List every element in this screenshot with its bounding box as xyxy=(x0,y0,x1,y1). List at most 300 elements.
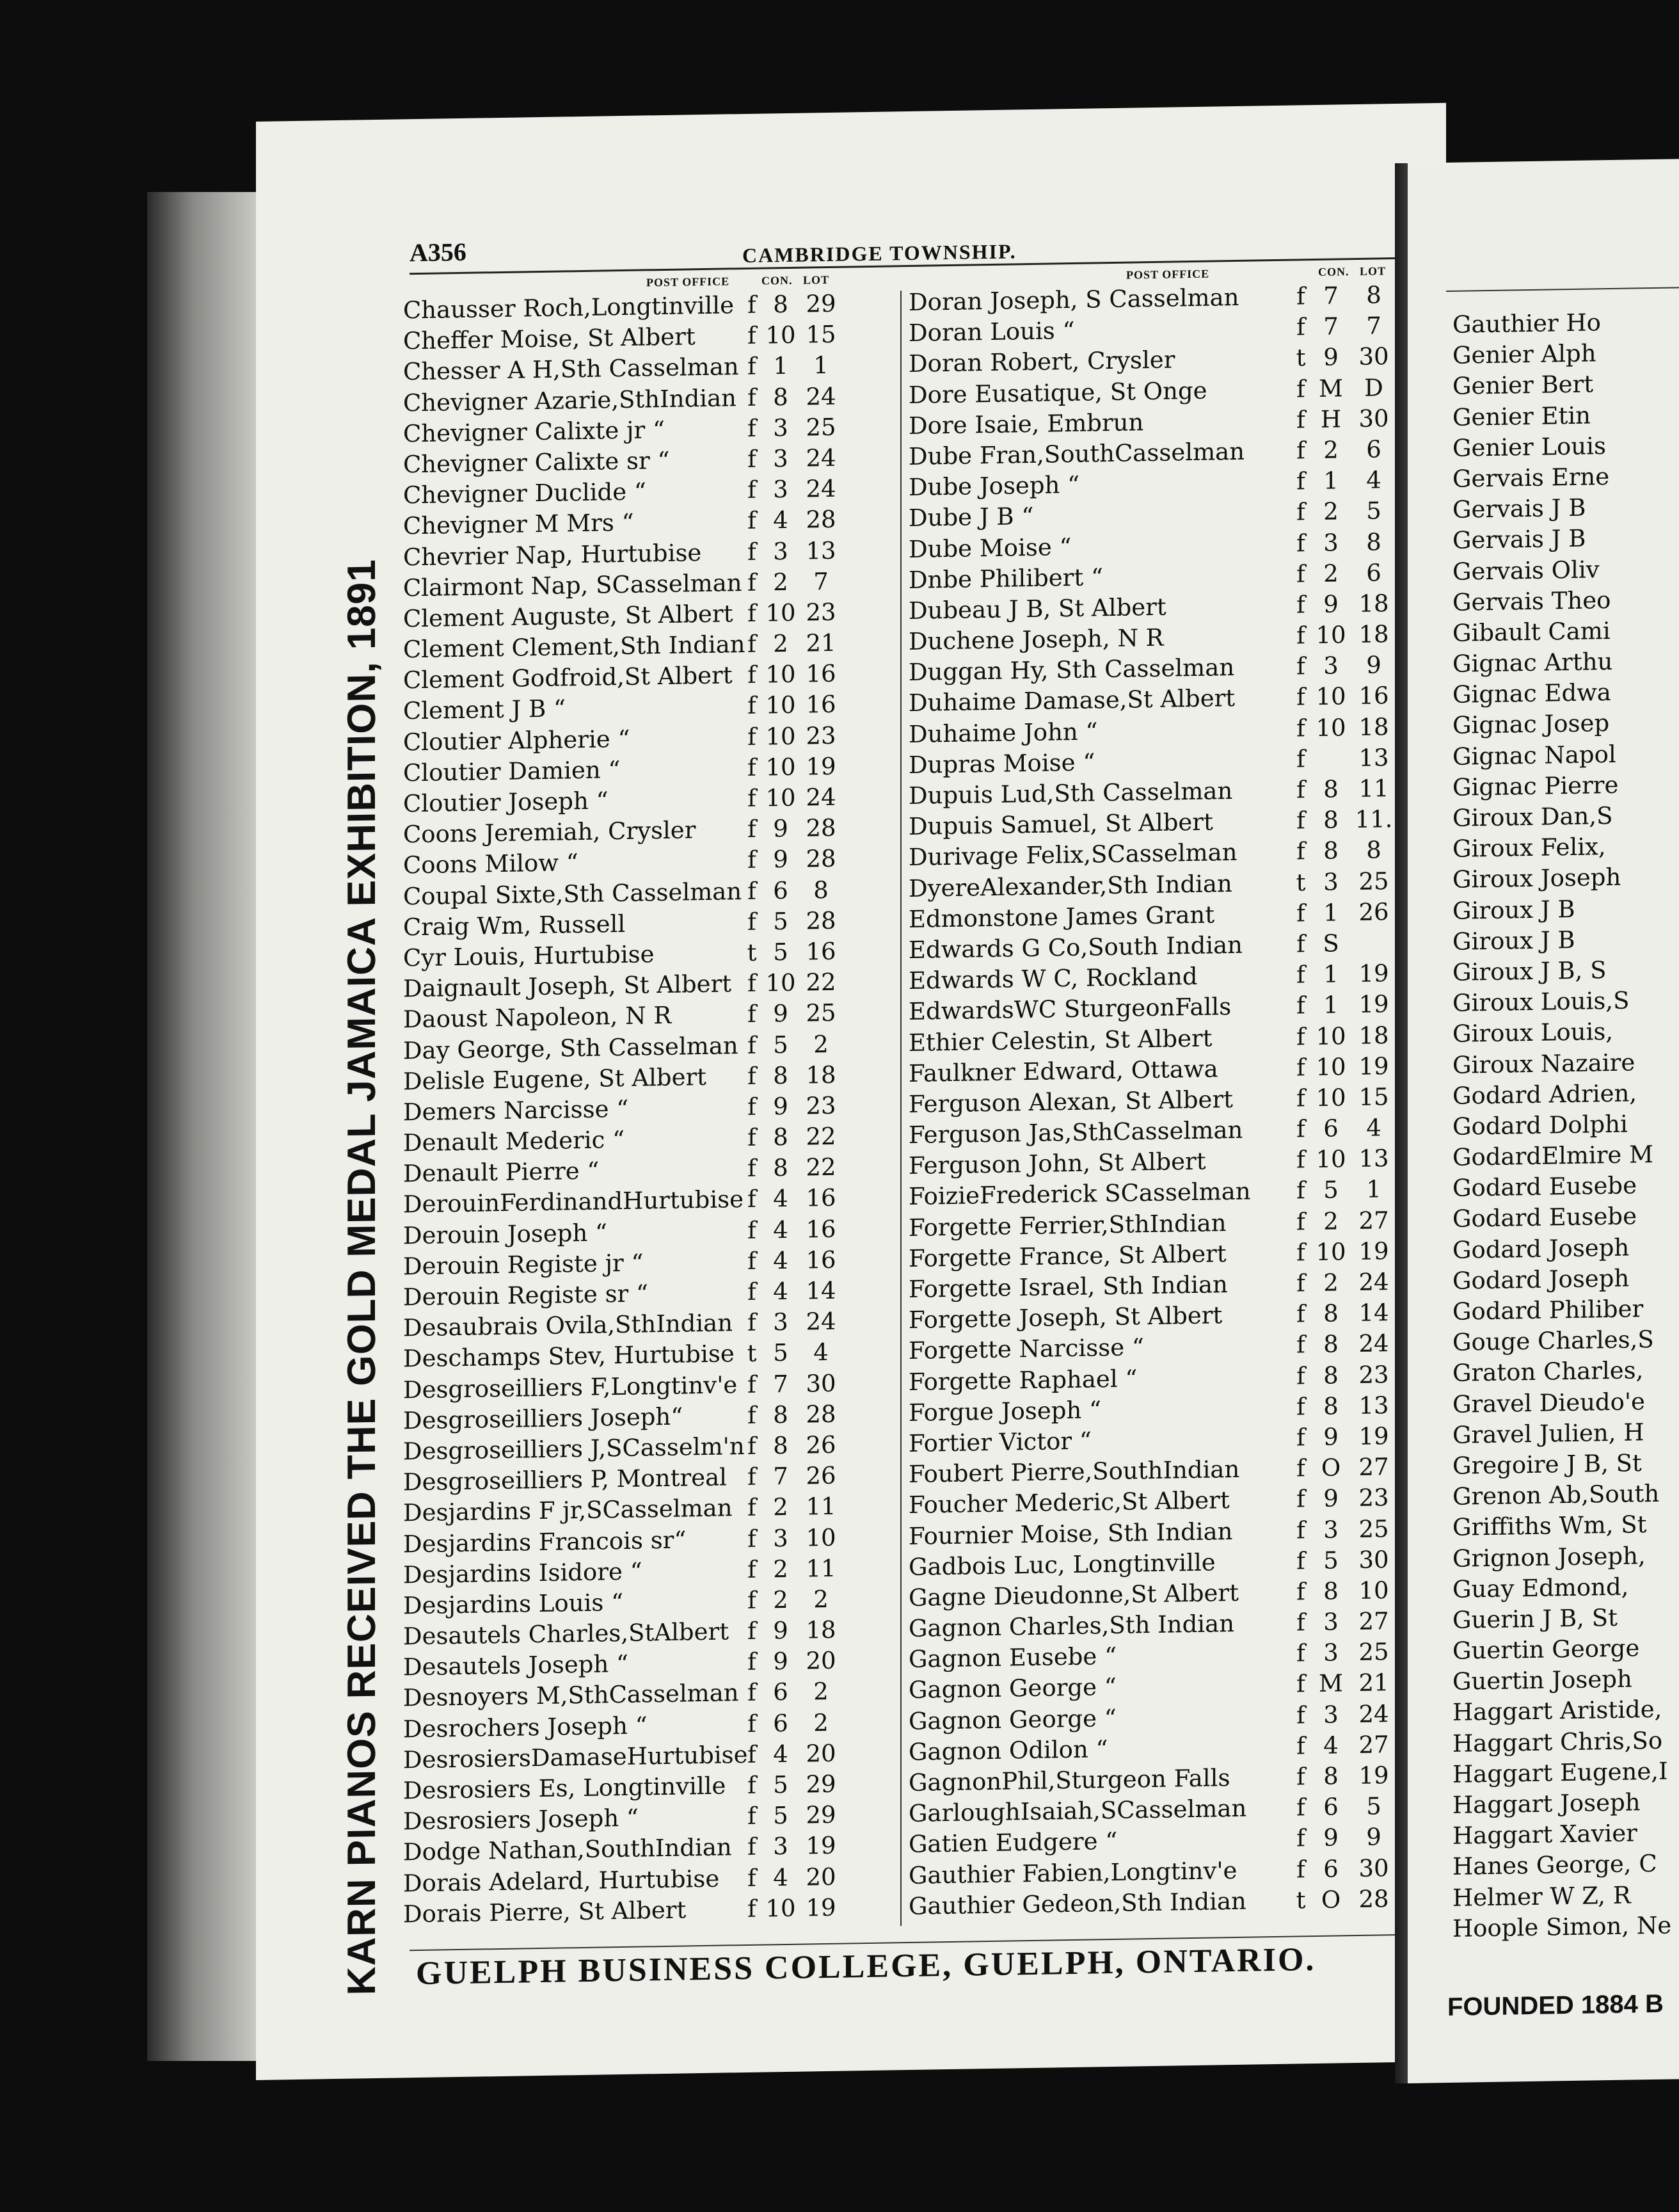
entry-name: Forgette Raphael “ xyxy=(909,1364,1138,1396)
entry-lot: 20 xyxy=(806,1647,836,1675)
entry-lot: 27 xyxy=(1358,1206,1389,1235)
entry-name: Doran Joseph, S Casselman xyxy=(909,283,1239,316)
entry-name: Ferguson Alexan, St Albert xyxy=(909,1085,1233,1118)
entry-type: f xyxy=(747,1432,756,1460)
entry-lot: 1 xyxy=(813,351,829,380)
entry-name: Derouin Registe jr “ xyxy=(403,1249,644,1281)
entry-name: GarloughIsaiah,SCasselman xyxy=(909,1794,1247,1828)
entry-type: f xyxy=(747,414,756,442)
entry-lot: 2 xyxy=(813,1678,829,1706)
next-page-entry: Haggart Aristide, xyxy=(1452,1695,1662,1727)
entry-con: 8 xyxy=(1323,1577,1339,1605)
entry-name: Desjardins Francois sr“ xyxy=(403,1525,687,1558)
entry-type: f xyxy=(1296,1423,1305,1452)
next-page-entry: Gervais J B xyxy=(1452,524,1586,555)
entry-type: f xyxy=(747,599,756,627)
entry-con: 2 xyxy=(773,1555,788,1583)
next-page-entry-list xyxy=(1452,306,1679,1944)
entry-con: 10 xyxy=(1316,1084,1346,1112)
entry-con: M xyxy=(1319,1669,1343,1698)
next-page-entry: Hoople Simon, Ne xyxy=(1452,1911,1672,1943)
entry-lot: 28 xyxy=(1358,1884,1389,1913)
entry-lot: 24 xyxy=(806,382,836,411)
entry-con: 9 xyxy=(773,1000,788,1028)
entry-lot: 16 xyxy=(806,691,836,719)
entry-type: f xyxy=(1296,1578,1305,1606)
entry-type: f xyxy=(1296,1485,1305,1513)
next-page-entry: Gignac Arthu xyxy=(1452,648,1613,678)
next-page-entry: Giroux Nazaire xyxy=(1452,1048,1635,1079)
entry-con: 1 xyxy=(1323,960,1339,988)
entry-type: f xyxy=(747,1802,756,1831)
next-page-entry: Gervais Theo xyxy=(1452,586,1611,616)
entry-name: DyereAlexander,Sth Indian xyxy=(909,869,1232,902)
entry-con: 9 xyxy=(773,1616,788,1645)
entry-type: f xyxy=(1296,282,1305,310)
entry-name: Desgroseilliers J,SCasselm'n xyxy=(403,1432,745,1466)
entry-name: Foucher Mederic,St Albert xyxy=(909,1486,1230,1519)
entry-lot: 16 xyxy=(806,1246,836,1274)
entry-lot: 4 xyxy=(1366,1114,1381,1142)
entry-name: Dore Isaie, Embrun xyxy=(909,408,1144,440)
entry-lot: 8 xyxy=(1366,281,1381,309)
entry-con: 3 xyxy=(1323,1608,1339,1636)
entry-lot: 8 xyxy=(813,876,829,904)
entry-type: f xyxy=(1296,899,1305,927)
entry-con: 4 xyxy=(1323,1731,1339,1759)
entry-type: f xyxy=(747,969,756,998)
next-page-entry: Giroux Joseph xyxy=(1452,863,1621,894)
entry-name: Dnbe Philibert “ xyxy=(909,563,1103,594)
entry-lot: 26 xyxy=(806,1461,836,1490)
entry-type: f xyxy=(1296,1608,1305,1637)
entry-name: Clement Clement,Sth Indian xyxy=(403,630,745,664)
entry-type: f xyxy=(1296,1824,1305,1852)
entry-lot: 26 xyxy=(806,1431,836,1459)
entry-con: 10 xyxy=(765,660,796,689)
entry-con: 8 xyxy=(1323,837,1339,865)
entry-type: f xyxy=(1296,313,1305,341)
entry-lot: 9 xyxy=(1366,651,1381,679)
right-entry-list xyxy=(909,280,1401,1922)
entry-type: f xyxy=(747,1278,756,1306)
post-office-header: POST OFFICE xyxy=(1126,267,1210,282)
entry-type: f xyxy=(747,568,756,597)
entry-lot: 19 xyxy=(1358,990,1389,1019)
entry-lot: 28 xyxy=(806,813,836,842)
side-advertisement: KARN PIANOS RECEIVED THE GOLD MEDAL JAMAICA EXHIBITION, 1891 xyxy=(340,558,384,1996)
next-page-entry: Giroux J B xyxy=(1452,926,1575,956)
entry-type: f xyxy=(1296,1701,1305,1729)
next-page-footer: FOUNDED 1884 B xyxy=(1447,1989,1664,2022)
entry-name: Ferguson John, St Albert xyxy=(909,1147,1206,1180)
entry-lot: 21 xyxy=(1358,1669,1389,1697)
entry-type: f xyxy=(747,1525,756,1553)
entry-type: f xyxy=(747,1062,756,1090)
entry-lot: 10 xyxy=(806,1523,836,1551)
entry-type: f xyxy=(747,723,756,751)
entry-name: Dupuis Lud,Sth Casselman xyxy=(909,777,1233,810)
entry-type: f xyxy=(1296,1300,1305,1328)
entry-con: 8 xyxy=(773,1154,788,1182)
next-page-fragment xyxy=(1408,159,1679,2083)
entry-lot: 19 xyxy=(806,1832,836,1860)
entry-con: 9 xyxy=(773,1647,788,1676)
entry-lot: 10 xyxy=(1358,1576,1389,1605)
entry-lot: 7 xyxy=(1366,312,1381,340)
entry-lot: 25 xyxy=(1358,1514,1389,1543)
entry-lot: 18 xyxy=(806,1061,836,1089)
next-page-entry: Gregoire J B, St xyxy=(1452,1449,1642,1480)
entry-type: f xyxy=(1296,776,1305,804)
next-page-entry: Gibault Cami xyxy=(1452,616,1611,647)
entry-name: Clement J B “ xyxy=(403,694,566,725)
next-page-entry: Genier Louis xyxy=(1452,431,1606,462)
next-page-entry: Gervais Oliv xyxy=(1452,555,1600,586)
entry-type: f xyxy=(1296,591,1305,619)
next-page-entry: Giroux Louis,S xyxy=(1452,986,1630,1018)
entry-lot: 24 xyxy=(1358,1699,1389,1728)
entry-lot: 15 xyxy=(1358,1083,1389,1111)
entry-name: Chevigner Calixte jr “ xyxy=(403,415,665,448)
entry-lot: 22 xyxy=(806,1153,836,1182)
entry-lot: 27 xyxy=(1358,1607,1389,1635)
entry-name: Dodge Nathan,SouthIndian xyxy=(403,1833,732,1866)
entry-type: f xyxy=(1296,529,1305,557)
entry-lot: 23 xyxy=(1358,1360,1389,1389)
entry-con: 10 xyxy=(1316,682,1346,711)
entry-type: f xyxy=(747,1710,756,1738)
next-page-entry: Hanes George, C xyxy=(1452,1850,1657,1881)
entry-type: t xyxy=(1296,1886,1306,1914)
entry-type: f xyxy=(747,1555,756,1583)
entry-type: f xyxy=(747,291,756,319)
entry-type: f xyxy=(1296,806,1305,835)
entry-lot: 26 xyxy=(1358,897,1389,926)
page-number: A356 xyxy=(410,237,466,268)
entry-type: f xyxy=(747,445,756,473)
entry-lot: 19 xyxy=(1358,1237,1389,1265)
entry-type: f xyxy=(747,877,756,905)
entry-con: 5 xyxy=(1323,1176,1339,1205)
entry-con: 4 xyxy=(773,1863,788,1891)
entry-con: S xyxy=(1323,929,1339,958)
entry-con: 10 xyxy=(1316,621,1346,650)
entry-con: 2 xyxy=(773,1493,788,1521)
entry-con: 9 xyxy=(773,846,788,874)
entry-type: f xyxy=(1296,1331,1305,1359)
entry-con: 3 xyxy=(773,1524,788,1552)
entry-lot: 29 xyxy=(806,1770,836,1799)
entry-name: Edwards W C, Rockland xyxy=(909,963,1198,995)
entry-con: 8 xyxy=(1323,806,1339,834)
entry-name: Derouin Joseph “ xyxy=(403,1219,607,1250)
entry-name: Duhaime Damase,St Albert xyxy=(909,684,1236,717)
entry-con: 6 xyxy=(773,1678,788,1706)
entry-name: Desaubrais Ovila,SthIndian xyxy=(403,1309,733,1342)
entry-lot: 18 xyxy=(1358,620,1389,648)
entry-name: Dubeau J B, St Albert xyxy=(909,593,1166,625)
entry-type: f xyxy=(1296,1546,1305,1575)
entry-name: Denault Mederic “ xyxy=(403,1126,625,1157)
entry-lot: 25 xyxy=(806,413,836,442)
entry-con: 8 xyxy=(773,383,788,411)
entry-name: Duggan Hy, Sth Casselman xyxy=(909,653,1235,687)
entry-name: Gatien Eudgere “ xyxy=(909,1827,1118,1859)
entry-lot: 13 xyxy=(1358,1391,1389,1420)
entry-name: Dube Fran,SouthCasselman xyxy=(909,437,1245,470)
next-page-entry: Grignon Joseph, xyxy=(1452,1541,1646,1573)
next-page-entry: Giroux J B, S xyxy=(1452,956,1607,986)
entry-lot: 25 xyxy=(1358,1638,1389,1667)
entry-con: 7 xyxy=(773,1463,788,1491)
next-page-entry: Gervais J B xyxy=(1452,493,1586,524)
entry-type: t xyxy=(1296,344,1306,372)
entry-type: f xyxy=(747,383,756,412)
page-footer: GUELPH BUSINESS COLLEGE, GUELPH, ONTARIO. xyxy=(416,1941,1316,1992)
entry-type: f xyxy=(1296,1238,1305,1267)
next-page-entry: Graton Charles, xyxy=(1452,1356,1644,1388)
entry-con: 5 xyxy=(773,1339,788,1367)
entry-type: f xyxy=(747,753,756,781)
con-header: CON. xyxy=(761,273,793,287)
entry-lot: 16 xyxy=(806,937,836,966)
entry-lot: D xyxy=(1364,373,1383,402)
entry-name: Clairmont Nap, SCasselman xyxy=(403,568,742,602)
entry-con: 6 xyxy=(773,876,788,904)
entry-con: 8 xyxy=(1323,1361,1339,1390)
entry-name: Desgroseilliers P, Montreal xyxy=(403,1463,728,1496)
entry-name: Edwards G Co,South Indian xyxy=(909,931,1243,964)
entry-name: Demers Narcisse “ xyxy=(403,1094,629,1126)
entry-type: f xyxy=(1296,405,1305,434)
entry-lot: 11 xyxy=(1358,774,1389,803)
entry-type: t xyxy=(747,938,757,966)
entry-lot: 19 xyxy=(1358,1761,1389,1790)
next-page-entry: Gignac Pierre xyxy=(1452,771,1619,801)
entry-name: Gadbois Luc, Longtinville xyxy=(909,1548,1216,1581)
entry-name: Edmonstone James Grant xyxy=(909,901,1215,933)
entry-con: 3 xyxy=(773,537,788,565)
entry-lot: 16 xyxy=(1358,682,1389,710)
entry-con: 5 xyxy=(773,1802,788,1830)
entry-type: f xyxy=(1296,1115,1305,1143)
entry-name: Desrosiers Es, Longtinville xyxy=(403,1772,726,1805)
entry-name: Forgette Ferrier,SthIndian xyxy=(909,1208,1227,1242)
entry-type: f xyxy=(1296,1207,1305,1236)
entry-lot: 11 xyxy=(806,1554,836,1583)
entry-name: Chevrier Nap, Hurtubise xyxy=(403,538,702,571)
entry-name: Cyr Louis, Hurtubise xyxy=(403,940,655,972)
entry-type: f xyxy=(747,1000,756,1029)
post-office-header: POST OFFICE xyxy=(646,275,730,289)
entry-con: 1 xyxy=(773,352,788,380)
entry-con: 6 xyxy=(1323,1114,1339,1142)
entry-lot: 30 xyxy=(1358,1545,1389,1574)
entry-con: 8 xyxy=(773,1123,788,1151)
entry-name: GagnonPhil,Sturgeon Falls xyxy=(909,1764,1230,1797)
next-page-entry: Haggart Joseph xyxy=(1452,1788,1641,1819)
entry-type: f xyxy=(1296,1176,1305,1205)
entry-type: f xyxy=(747,507,756,535)
entry-type: f xyxy=(1296,437,1305,465)
entry-name: DesrosiersDamaseHurtubise xyxy=(403,1740,748,1774)
entry-con: 1 xyxy=(1323,991,1339,1020)
next-page-entry: Godard Dolphi xyxy=(1452,1110,1628,1141)
entry-lot: 24 xyxy=(806,1307,836,1336)
entry-name: Cloutier Joseph “ xyxy=(403,787,609,818)
entry-lot: 13 xyxy=(1358,743,1389,772)
entry-type: f xyxy=(747,321,756,350)
entry-con: 7 xyxy=(773,1370,788,1398)
next-page-entry: Gravel Julien, H xyxy=(1452,1418,1644,1449)
entry-lot: 14 xyxy=(1358,1299,1389,1327)
entry-name: Chevigner Duclide “ xyxy=(403,477,646,509)
entry-con: 8 xyxy=(773,1431,788,1460)
entry-type: f xyxy=(1296,1855,1305,1884)
entry-lot: 23 xyxy=(806,598,836,627)
entry-con: 10 xyxy=(765,968,796,997)
next-page-entry: Giroux Dan,S xyxy=(1452,801,1613,832)
entry-type: f xyxy=(1296,745,1305,773)
left-entry-list xyxy=(403,287,896,1930)
entry-name: Dore Eusatique, St Onge xyxy=(909,376,1207,409)
directory-page xyxy=(256,103,1446,2080)
entry-con: 10 xyxy=(765,691,796,719)
entry-name: Gauthier Gedeon,Sth Indian xyxy=(909,1887,1246,1920)
entry-type: f xyxy=(747,1647,756,1676)
entry-con: O xyxy=(1321,1886,1341,1914)
entry-name: Doran Robert, Crysler xyxy=(909,346,1175,378)
entry-name: Dube Joseph “ xyxy=(909,470,1080,502)
entry-type: f xyxy=(1296,498,1305,526)
entry-type: f xyxy=(747,784,756,812)
entry-lot: 24 xyxy=(806,444,836,472)
entry-name: Forgette France, St Albert xyxy=(909,1239,1227,1272)
entry-type: f xyxy=(1296,837,1305,865)
entry-lot: 16 xyxy=(806,660,836,688)
entry-lot: 19 xyxy=(1358,959,1389,988)
entry-con: 2 xyxy=(1323,559,1339,588)
next-page-entry: Godard Joseph xyxy=(1452,1233,1630,1264)
next-page-entry: Haggart Xavier xyxy=(1452,1819,1637,1850)
entry-con: 5 xyxy=(1323,1546,1339,1575)
entry-lot: 9 xyxy=(1366,1823,1381,1852)
entry-con xyxy=(1312,743,1350,744)
next-page-entry: Genier Alph xyxy=(1452,339,1596,370)
entry-lot: 1 xyxy=(1366,1175,1381,1204)
entry-name: Dube J B “ xyxy=(909,502,1034,533)
lot-header: LOT xyxy=(803,273,830,287)
entry-con: 10 xyxy=(1316,1022,1346,1050)
entry-con: 4 xyxy=(773,506,788,534)
entry-lot: 7 xyxy=(813,567,829,596)
entry-lot: 30 xyxy=(1358,342,1389,371)
entry-name: DerouinFerdinandHurtubise xyxy=(403,1185,744,1219)
entry-type: f xyxy=(1296,374,1305,403)
next-page-entry: Gervais Erne xyxy=(1452,462,1610,493)
entry-name: Desgroseilliers Joseph“ xyxy=(403,1402,683,1435)
entry-con: 3 xyxy=(773,413,788,442)
entry-lot: 11 xyxy=(806,1493,836,1521)
entry-name: Dorais Pierre, St Albert xyxy=(403,1896,687,1928)
entry-type: f xyxy=(747,1401,756,1429)
entry-lot: 28 xyxy=(806,506,836,534)
entry-con: 10 xyxy=(765,783,796,812)
entry-lot: 29 xyxy=(806,1800,836,1829)
entry-con: 10 xyxy=(1316,1238,1346,1266)
entry-lot: 24 xyxy=(1358,1268,1389,1296)
next-page-entry: Haggart Chris,So xyxy=(1452,1726,1663,1758)
entry-name: Desjardins Louis “ xyxy=(403,1588,624,1620)
entry-name: Desrochers Joseph “ xyxy=(403,1711,648,1743)
entry-con: 2 xyxy=(773,568,788,596)
entry-con: 3 xyxy=(1323,1515,1339,1544)
next-page-entry: Godard Philiber xyxy=(1452,1295,1644,1326)
entry-con: 6 xyxy=(1323,1854,1339,1883)
entry-type: f xyxy=(1296,621,1305,650)
entry-type: f xyxy=(747,1185,756,1214)
entry-type: f xyxy=(747,353,756,381)
entry-name: Cloutier Damien “ xyxy=(403,755,621,787)
entry-lot: 19 xyxy=(1358,1422,1389,1450)
entry-lot: 24 xyxy=(806,474,836,503)
entry-lot: 30 xyxy=(806,1369,836,1398)
entry-name: Forgette Narcisse “ xyxy=(909,1333,1144,1365)
entry-name: Chevigner Calixte sr “ xyxy=(403,446,670,479)
entry-name: Daoust Napoleon, N R xyxy=(403,1002,672,1034)
entry-type: f xyxy=(747,476,756,504)
next-page-entry: Gauthier Ho xyxy=(1452,309,1601,339)
entry-con: 2 xyxy=(1323,1207,1339,1235)
entry-con: 4 xyxy=(773,1277,788,1306)
entry-con: 2 xyxy=(1323,1269,1339,1297)
entry-con: 4 xyxy=(773,1215,788,1244)
entry-type: f xyxy=(747,1679,756,1707)
next-page-entry: Genier Etin xyxy=(1452,401,1591,431)
entry-con: 10 xyxy=(765,722,796,751)
entry-type: t xyxy=(747,1340,757,1368)
entry-con: 7 xyxy=(1323,282,1339,310)
entry-con: 8 xyxy=(1323,1762,1339,1790)
entry-type: f xyxy=(1296,1763,1305,1791)
next-page-entry: Guertin Joseph xyxy=(1452,1665,1632,1696)
entry-con: 4 xyxy=(773,1185,788,1213)
entry-type: f xyxy=(1296,559,1305,588)
entry-name: Durivage Felix,SCasselman xyxy=(909,838,1237,872)
entry-name: Desautels Charles,StAlbert xyxy=(403,1617,729,1651)
entry-lot: 2 xyxy=(813,1585,829,1614)
entry-type: f xyxy=(1296,1454,1305,1482)
entry-con: 3 xyxy=(773,476,788,504)
entry-con: 7 xyxy=(1323,312,1339,341)
entry-name: Desgroseilliers F,Longtinv'e xyxy=(403,1370,738,1404)
entry-name: Delisle Eugene, St Albert xyxy=(403,1062,707,1096)
entry-con: 3 xyxy=(773,1832,788,1861)
entry-lot: 2 xyxy=(813,1030,829,1058)
next-page-entry: Gignac Edwa xyxy=(1452,678,1611,709)
entry-con: 6 xyxy=(773,1709,788,1737)
entry-name: Forgette Joseph, St Albert xyxy=(909,1301,1223,1334)
entry-lot: 24 xyxy=(1358,1329,1389,1358)
entry-lot: 4 xyxy=(1366,466,1381,494)
entry-con: 2 xyxy=(1323,436,1339,464)
entry-con: 9 xyxy=(773,1092,788,1121)
entry-lot: 28 xyxy=(806,845,836,873)
entry-lot: 30 xyxy=(1358,1854,1389,1882)
entry-name: Desnoyers M,SthCasselman xyxy=(403,1679,739,1712)
next-page-entry: GodardElmire M xyxy=(1452,1141,1653,1171)
